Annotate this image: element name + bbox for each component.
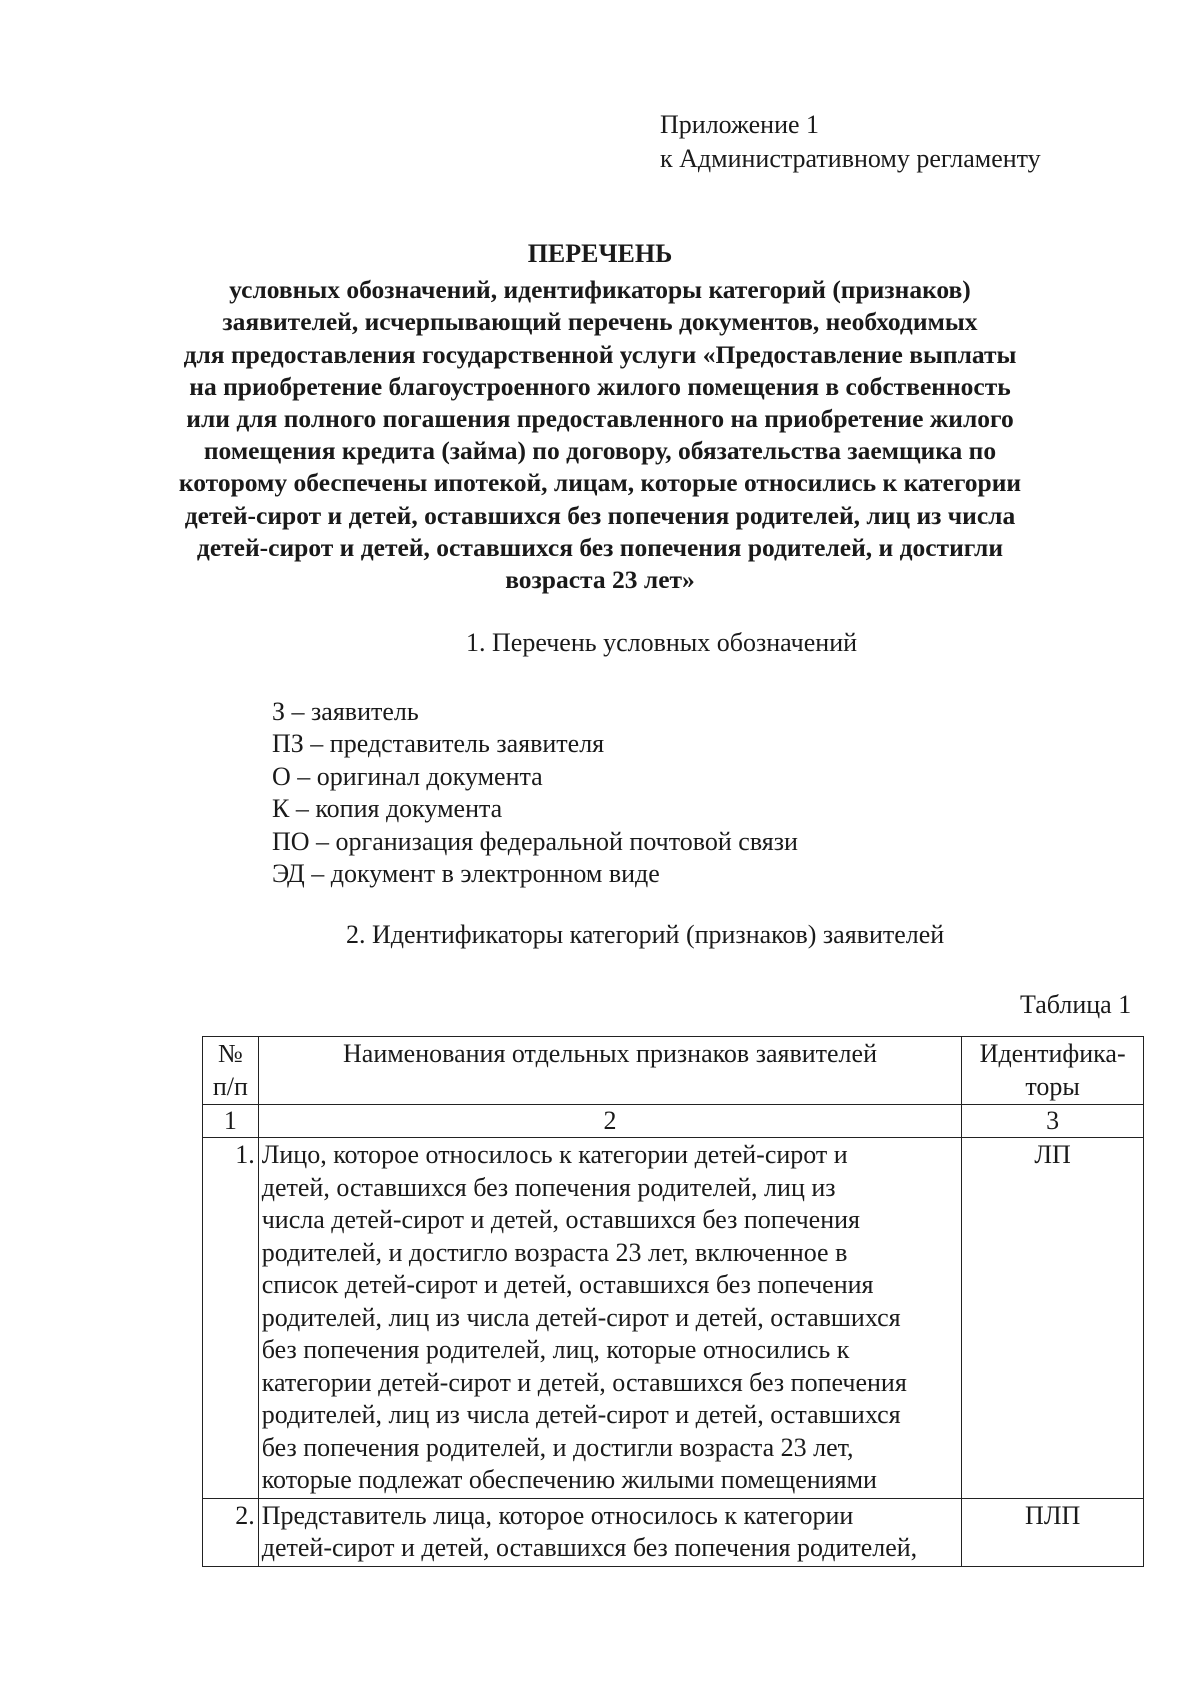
header-identifier [962,1037,1144,1105]
title-line: на приобретение благоустроенного жилого помещения в собственность [189,371,1011,401]
description-line: Лицо, которое относилось к категории детей-сирот и [261,1140,848,1169]
row-number: 1. [203,1138,259,1499]
legend-item: ПЗ – представитель заявителя [272,729,605,759]
document-title [150,238,1050,596]
table-row [203,1498,1144,1566]
appendix-note [660,108,1041,176]
description-line: числа детей-сирот и детей, оставшихся без попечения [261,1205,861,1234]
legend-item: ЭД – документ в электронном виде [272,859,660,889]
legend-list [272,696,798,890]
title-line: детей-сирот и детей, оставшихся без попечения родителей, лиц из числа [184,500,1016,530]
column-number-row [203,1105,1144,1138]
row-identifier: ЛП [962,1138,1144,1499]
table-header-row [203,1037,1144,1105]
column-number: 2 [258,1105,962,1138]
row-description [258,1138,962,1499]
column-number: 3 [962,1105,1144,1138]
table-row [203,1138,1144,1499]
title-line: для предоставления государственной услуги «Предоставление выплаты [183,339,1017,369]
description-line: без попечения родителей, и достигли возраста 23 лет, [261,1432,854,1462]
title-main: ПЕРЕЧЕНЬ [527,239,673,268]
description-line: детей-сирот и детей, оставшихся без попечения родителей, [261,1533,918,1562]
legend-item: О – оригинал документа [272,761,543,791]
header-identifier-line: Идентифика- [979,1039,1126,1068]
title-line: условных обозначений, идентификаторы категорий (признаков) [229,275,971,305]
appendix-number: Приложение 1 [660,110,820,139]
description-line: детей, оставшихся без попечения родителей, лиц из [261,1172,836,1202]
description-line: родителей, лиц из числа детей-сирот и детей, оставшихся [261,1400,901,1429]
header-identifier-line: торы [1025,1071,1080,1101]
title-line: возраста 23 лет» [505,565,695,595]
description-line: родителей, лиц из числа детей-сирот и детей, оставшихся [261,1302,901,1332]
title-line: или для полного погашения предоставленного на приобретение жилого [186,404,1014,434]
table-caption: Таблица 1 [1020,990,1132,1019]
legend-item: ПО – организация федеральной почтовой связи [272,826,798,856]
header-number-line: п/п [212,1071,248,1101]
header-number-line: № [217,1039,243,1068]
description-line: которые подлежат обеспечению жилыми помещениями [261,1465,877,1494]
title-line: помещения кредита (займа) по договору, обязательства заемщика по [203,436,997,466]
applicant-categories-table [202,1036,1144,1567]
row-identifier: ПЛП [962,1498,1144,1566]
legend-item: З – заявитель [272,697,419,726]
description-line: родителей, и достигло возраста 23 лет, включенное в [261,1237,848,1267]
title-line: заявителей, исчерпывающий перечень документов, необходимых [222,307,978,337]
column-number: 1 [203,1105,259,1138]
section-2-heading: 2. Идентификаторы категорий (признаков) заявителей [346,920,945,949]
row-number: 2. [203,1498,259,1566]
title-line: которому обеспечены ипотекой, лицам, которые относились к категории [178,468,1022,498]
description-line: категории детей-сирот и детей, оставшихся без попечения [261,1367,907,1397]
section-1-heading: 1. Перечень условных обозначений [466,628,858,657]
row-description [258,1498,962,1566]
description-line: Представитель лица, которое относилось к категории [261,1500,854,1530]
legend-item: К – копия документа [272,794,503,824]
header-name: Наименования отдельных признаков заявителей [258,1037,962,1105]
description-line: без попечения родителей, лиц, которые относились к [261,1335,850,1364]
header-number [203,1037,259,1105]
description-line: список детей-сирот и детей, оставшихся без попечения [261,1270,874,1299]
appendix-reference: к Административному регламенту [660,144,1041,173]
title-line: детей-сирот и детей, оставшихся без попечения родителей, и достигли [196,532,1004,562]
